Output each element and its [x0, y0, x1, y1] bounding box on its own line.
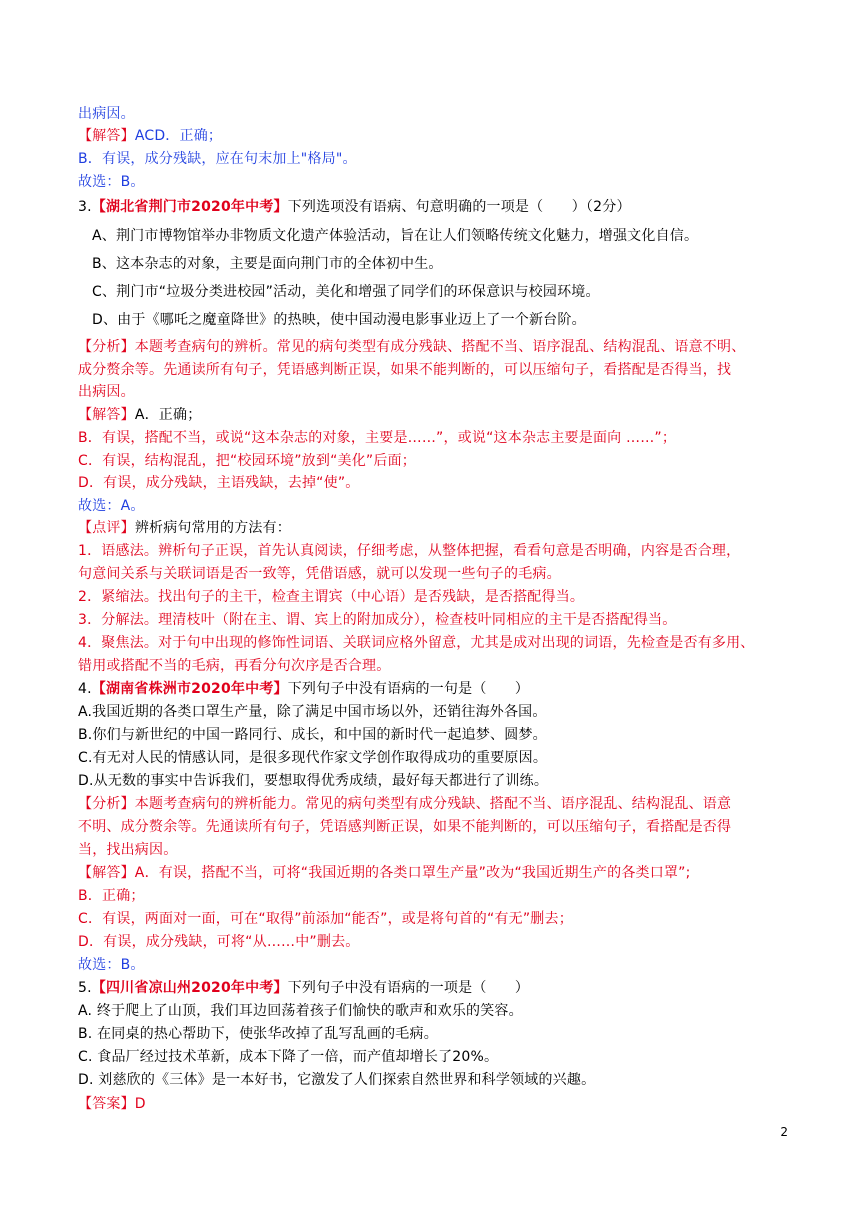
- q4-analysis-line2: 不明、成分赘余等。先通读所有句子，凭语感判断正误，如果不能判断的，可以压缩句子，看搭配是否得: [78, 819, 732, 835]
- q3-answer-b: B．有误，搭配不当，或说“这本杂志的对象，主要是……”，或说“这本杂志主要是面向 ……”；: [78, 430, 677, 446]
- q4-analysis-line3: 当，找出病因。: [78, 842, 178, 858]
- q4-option-d: D.从无数的事实中告诉我们，要想取得优秀成绩，最好每天都进行了训练。: [78, 773, 549, 789]
- q5-option-b: B. 在同桌的热心帮助下，使张华改掉了乱写乱画的毛病。: [78, 1026, 438, 1042]
- q3-option-c: C、荆门市“垃圾分类进校园”活动，美化和增强了同学们的环保意识与校园环境。: [92, 284, 600, 300]
- page-number: 2: [780, 1125, 788, 1139]
- prev-answer-b: B．有误，成分残缺，应在句末加上"格局"。: [78, 151, 357, 167]
- q5-answer: 【答案】D: [78, 1096, 146, 1112]
- prev-choice: 故选：B。: [78, 174, 145, 190]
- q4-answer-b: B．正确；: [78, 888, 145, 904]
- q3-choice: 故选：A。: [78, 498, 145, 514]
- q3-answer-d: D．有误，成分残缺，主语残缺，去掉“使”。: [78, 475, 360, 491]
- q3-answer-a: 【解答】A．正确；: [78, 407, 202, 423]
- q4-stem: 4.【湖南省株洲市2020年中考】下列句子中没有语病的一句是（ ）: [78, 681, 530, 697]
- q3-analysis-line1: 【分析】本题考查病句的辨析。常见的病句类型有成分残缺、搭配不当、语序混乱、结构混乱、语意不明、: [78, 339, 746, 355]
- q3-analysis-line3: 出病因。: [78, 384, 135, 400]
- q4-answer-d: D．有误，成分残缺，可将“从……中”删去。: [78, 934, 360, 950]
- q3-option-d: D、由于《哪吒之魔童降世》的热映，使中国动漫电影事业迈上了一个新台阶。: [92, 312, 586, 328]
- q3-method-1-line1: 1．语感法。辨析句子正误，首先认真阅读，仔细考虑，从整体把握，看看句意是否明确，内容是否合理，: [78, 543, 741, 559]
- q3-option-b: B、这本杂志的对象，主要是面向荆门市的全体初中生。: [92, 256, 443, 272]
- q3-method-3: 3．分解法。理清枝叶（附在主、谓、宾上的附加成分），检查枝叶同相应的主干是否搭配得当。: [78, 612, 677, 628]
- q4-option-a: A.我国近期的各类口罩生产量，除了满足中国市场以外，还销往海外各国。: [78, 704, 547, 720]
- q4-answer-a: 【解答】A．有误，搭配不当，可将“我国近期的各类口罩生产量”改为“我国近期生产的各类口罩”;: [78, 865, 691, 881]
- q4-answer-c: C．有误，两面对一面，可在“取得”前添加“能否”，或是将句首的“有无”删去；: [78, 911, 573, 927]
- q4-option-c: C.有无对人民的情感认同，是很多现代作家文学创作取得成功的重要原因。: [78, 750, 548, 766]
- q5-option-a: A. 终于爬上了山顶，我们耳边回荡着孩子们愉快的歌声和欢乐的笑容。: [78, 1003, 523, 1019]
- q5-option-c: C. 食品厂经过技术革新，成本下降了一倍，而产值却增长了20%。: [78, 1049, 499, 1065]
- q3-answer-c: C．有误，结构混乱，把“校园环境”放到“美化”后面；: [78, 453, 416, 469]
- q3-method-1-line2: 句意间关系与关联词语是否一致等，凭借语感，就可以发现一些句子的毛病。: [78, 566, 561, 582]
- q3-method-4-line1: 4．聚焦法。对于句中出现的修饰性词语、关联词应格外留意，尤其是成对出现的词语，先检查是否有多用、: [78, 635, 755, 651]
- q3-analysis-line2: 成分赘余等。先通读所有句子，凭语感判断正误，如果不能判断的，可以压缩句子，看搭配是否得当，找: [78, 362, 732, 378]
- prev-answer: 【解答】ACD．正确；: [78, 128, 223, 144]
- q5-stem: 5.【四川省凉山州2020年中考】下列句子中没有语病的一项是（ ）: [78, 980, 530, 996]
- q3-stem: 3.【湖北省荆门市2020年中考】下列选项没有语病、句意明确的一项是（ ）（2分）: [78, 199, 631, 215]
- q3-comment: 【点评】辨析病句常用的方法有：: [78, 520, 292, 536]
- q5-option-d: D. 刘慈欣的《三体》是一本好书，它激发了人们探索自然世界和科学领域的兴趣。: [78, 1072, 596, 1088]
- q4-analysis-line1: 【分析】本题考查病句的辨析能力。常见的病句类型有成分残缺、搭配不当、语序混乱、结构混乱、语意: [78, 796, 732, 812]
- q3-method-2: 2．紧缩法。找出句子的主干，检查主谓宾（中心语）是否残缺，是否搭配得当。: [78, 589, 585, 605]
- q4-option-b: B.你们与新世纪的中国一路同行、成长，和中国的新时代一起追梦、圆梦。: [78, 727, 547, 743]
- q3-method-4-line2: 错用或搭配不当的毛病，再看分句次序是否合理。: [78, 658, 391, 674]
- q3-option-a: A、荆门市博物馆举办非物质文化遗产体验活动，旨在让人们领略传统文化魅力，增强文化自信。: [92, 228, 699, 244]
- prev-analysis-tail: 出病因。: [78, 106, 135, 122]
- q4-choice: 故选：B。: [78, 957, 145, 973]
